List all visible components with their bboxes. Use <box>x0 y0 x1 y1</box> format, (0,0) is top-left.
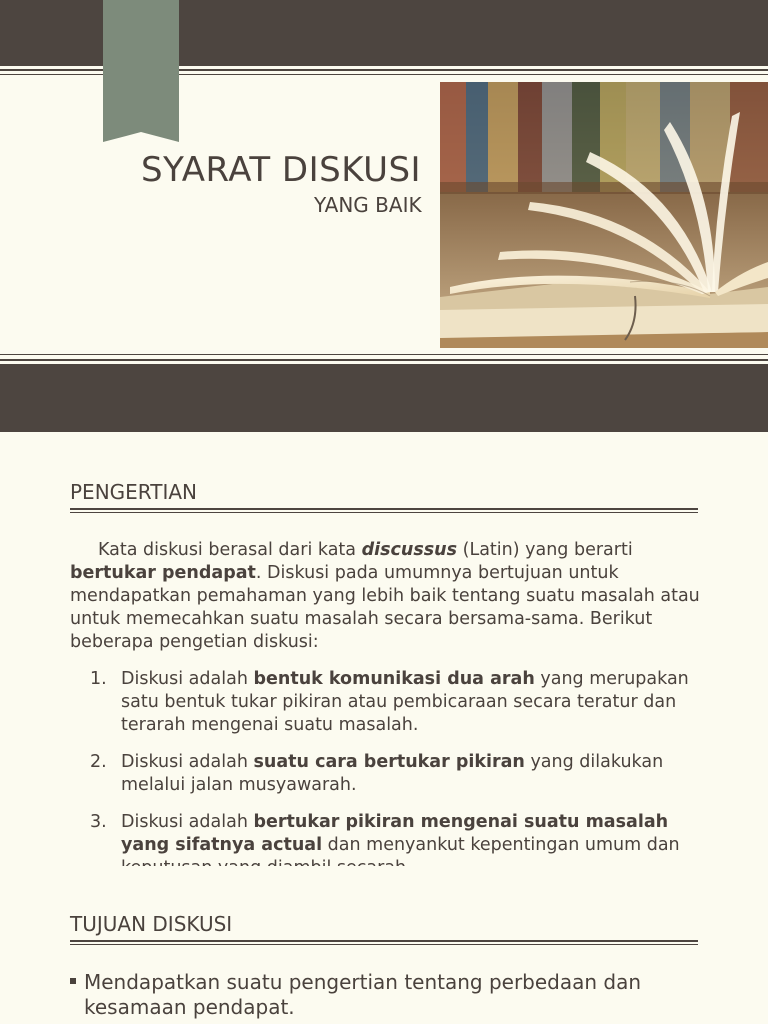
list-text: yang dilakukan melalui jalan musyawarah. <box>121 752 664 795</box>
open-book-photo <box>440 82 768 348</box>
list-number: 3. <box>90 812 107 832</box>
list-text: Diskusi adalah <box>121 752 254 772</box>
section-heading: PENGERTIAN <box>70 480 197 504</box>
bottom-rule-thin <box>0 354 768 355</box>
intro-text: Kata diskusi berasal dari kata <box>98 540 362 560</box>
slide-subtitle: YANG BAIK <box>314 193 422 217</box>
purpose-slide <box>0 866 768 1024</box>
definition-slide <box>0 432 768 866</box>
list-text: yang merupakan satu bentuk tukar pikiran atau pembicaraan secara teratur dan terarah mengenai suatu masalah. <box>121 669 689 735</box>
open-book-image <box>440 82 768 348</box>
list-item <box>90 751 690 797</box>
definition-list <box>90 668 690 894</box>
list-text: Diskusi adalah <box>121 812 254 832</box>
bottom-band <box>0 364 768 432</box>
intro-text: . Diskusi pada umumnya bertujuan untuk mendapatkan pemahaman yang lebih baik tentang suatu masalah atau untuk memecahkan suatu masalah secara bersama-sama. Berikut beberapa pengetian diskusi: <box>70 563 700 652</box>
list-number: 2. <box>90 752 107 772</box>
list-bold: bentuk komunikasi dua arah <box>253 669 535 689</box>
list-bold: bertukar pikiran mengenai suatu masalah yang sifatnya actual <box>121 812 669 855</box>
list-text: dan menyankut kepentingan umum dan <box>327 835 680 855</box>
intro-paragraph <box>70 539 700 654</box>
list-text: Diskusi adalah <box>121 669 254 689</box>
heading-rule <box>70 508 698 513</box>
intro-text: (Latin) yang berarti <box>457 540 633 560</box>
bullet-text: Mendapatkan suatu pengertian tentang perbedaan dan kesamaan pendapat. <box>84 970 642 1019</box>
intro-bold: bertukar pendapat <box>70 563 256 583</box>
bullet-icon <box>70 978 76 984</box>
bookmark-ribbon <box>103 0 179 142</box>
list-bold: suatu cara bertukar pikiran <box>253 752 525 772</box>
bottom-rule <box>0 359 768 361</box>
title-slide <box>0 0 768 432</box>
list-number: 1. <box>90 669 107 689</box>
intro-term: discussus <box>361 540 458 560</box>
slide-title: SYARAT DISKUSI <box>141 150 422 190</box>
list-item <box>90 668 690 737</box>
section-heading: TUJUAN DISKUSI <box>70 912 233 936</box>
heading-rule <box>70 940 698 945</box>
bullet-item <box>70 970 700 1020</box>
